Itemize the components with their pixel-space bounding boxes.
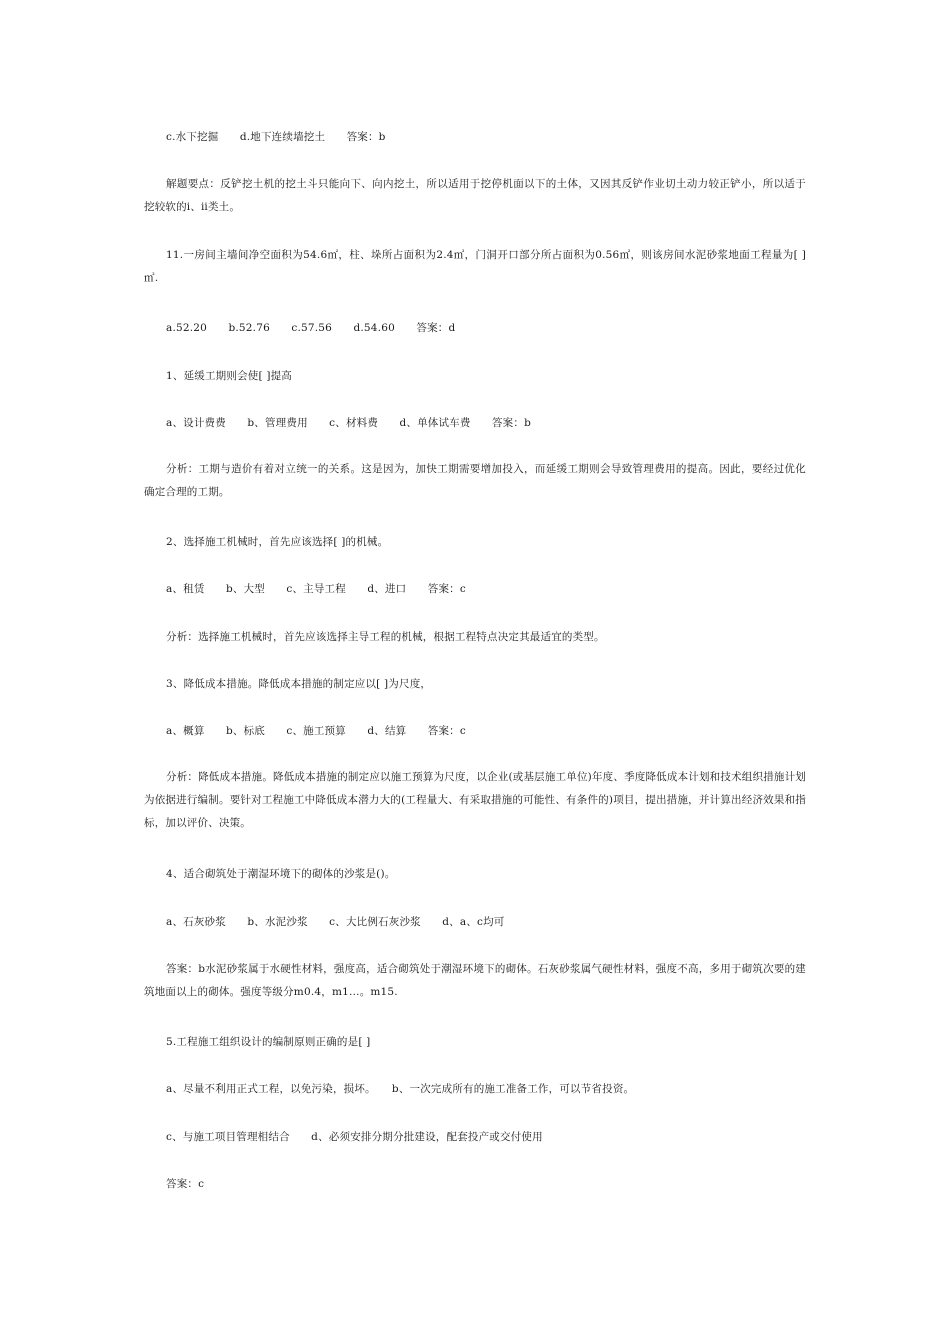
answer-4-paragraph: 答案：b水泥砂浆属于水硬性材料，强度高，适合砌筑处于潮湿环境下的砌体。石灰砂浆属气硬性材料，强度不高，多用于砌筑次要的建筑地面以上的砌体。强度等级分m0.4，m1…。m15. [144, 963, 806, 998]
solution-paragraph: 解题要点：反铲挖土机的挖土斗只能向下、向内挖土，所以适用于挖停机面以下的土体，又因其反铲作业切土动力较正铲小，所以适于挖较软的ⅰ、ⅱ类土。 [144, 178, 806, 213]
question-5-options-c-d: c、与施工项目管理相结合 d、必须安排分期分批建设，配套投产或交付使用 [166, 1131, 543, 1143]
question-3-text: 3、降低成本措施。降低成本措施的制定应以[ ]为尺度， [166, 678, 432, 690]
analysis-1-paragraph: 分析：工期与造价有着对立统一的关系。这是因为，加快工期需要增加投入，而延缓工期则会导致管理费用的提高。因此，要经过优化确定合理的工期。 [144, 463, 806, 498]
question-5-options-a-b: a、尽量不利用正式工程，以免污染，损坏。 b、一次完成所有的施工准备工作，可以节省投资。 [166, 1083, 635, 1095]
question-4-options: a、石灰砂浆 b、水泥沙浆 c、大比例石灰沙浆 d、a、c均可 [166, 916, 505, 928]
question-3-options: a、概算 b、标底 c、施工预算 d、结算 答案：c [166, 725, 466, 737]
question-11-options: a.52.20 b.52.76 c.57.56 d.54.60 答案：d [166, 322, 456, 334]
question-5-text: 5.工程施工组织设计的编制原则正确的是[ ] [166, 1036, 371, 1048]
analysis-3-paragraph: 分析：降低成本措施。降低成本措施的制定应以施工预算为尺度，以企业(或基层施工单位)年度、季度降低成本计划和技术组织措施计划为依据进行编制。要针对工程施工中降低成本潜力大的(工程量大、有采取措施的可能性、有条件的)项目，提出措施，并计算出经济效果和指标，加以评价、决策。 [144, 771, 806, 829]
question-5-answer: 答案：c [166, 1178, 205, 1190]
question-11-paragraph: 11.一房间主墙间净空面积为54.6㎡，柱、垛所占面积为2.4㎡，门洞开口部分所占面积为0.56㎡，则该房间水泥砂浆地面工程量为[ ]㎡. [144, 249, 806, 284]
question-1-options: a、设计费费 b、管理费用 c、材料费 d、单体试车费 答案：b [166, 417, 532, 429]
option-line-c-d: c.水下挖掘 d.地下连续墙挖土 答案：b [166, 131, 386, 143]
question-2-options: a、租赁 b、大型 c、主导工程 d、进口 答案：c [166, 583, 466, 595]
analysis-2-text: 分析：选择施工机械时，首先应该选择主导工程的机械，根据工程特点决定其最适宜的类型。 [166, 631, 605, 643]
question-2-text: 2、选择施工机械时，首先应该选择[ ]的机械。 [166, 536, 389, 548]
question-1-text: 1、延缓工期则会使[ ]提高 [166, 370, 293, 382]
question-4-text: 4、适合砌筑处于潮湿环境下的砌体的沙浆是()。 [166, 868, 396, 880]
